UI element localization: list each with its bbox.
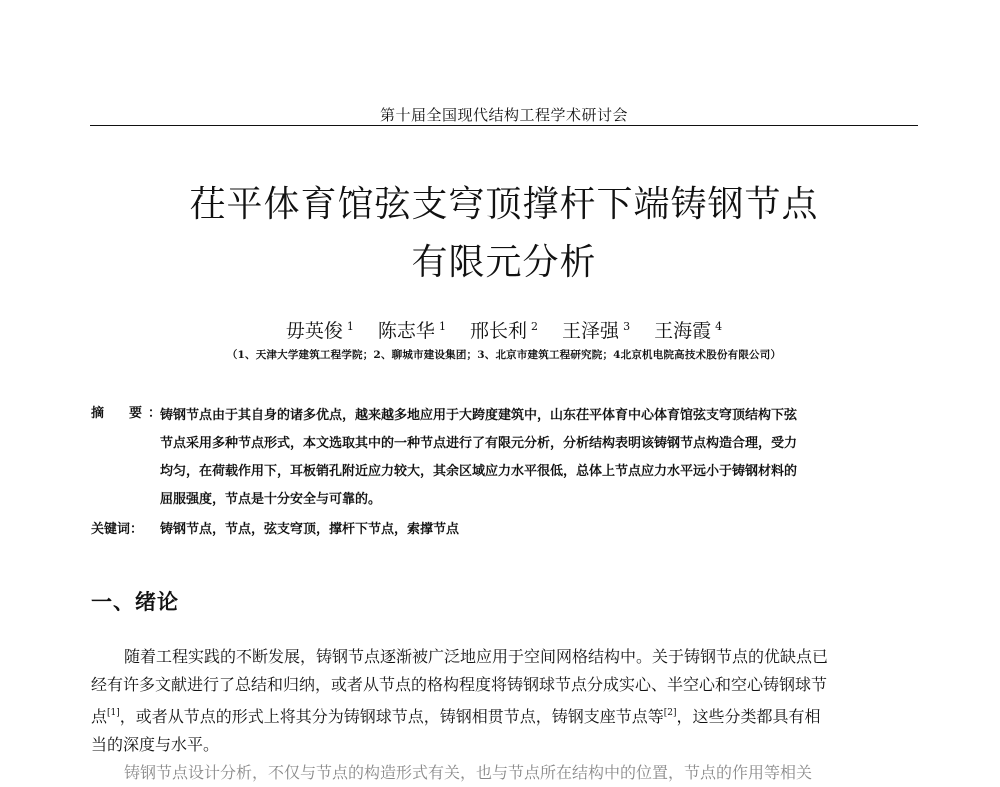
body-paragraph [91,643,917,787]
author-affiliation-mark: 2 [531,320,538,333]
abstract-label: 摘 要： [91,406,168,421]
author-affiliation-mark: 1 [438,320,446,333]
section-heading: 一、绪论 [91,590,179,614]
body-line: 当的深度与水平。 [91,735,220,754]
body-line: 点[1]，或者从节点的形式上将其分为铸钢球节点，铸钢相贯节点，铸钢支座节点等[2]，这些分类都具有相 [91,707,821,726]
paper-title [90,176,918,292]
author-affiliation-mark: 3 [623,320,631,333]
title-line-1: 茌平体育馆弦支穹顶撑杆下端铸钢节点 [189,184,819,225]
abstract-line: 屈服强度，节点是十分安全与可靠的。 [160,492,382,507]
body-line: 经有许多文献进行了总结和归纳，或者从节点的格构程度将铸钢球节点分成实心、半空心和空心铸钢球节 [91,675,828,694]
author-affiliation-mark: 4 [715,320,723,333]
citation-ref: [2] [663,708,677,718]
abstract-body [160,402,916,514]
body-line-partial: 铸钢节点设计分析，不仅与节点的构造形式有关，也与节点所在结构中的位置，节点的作用等相关 [124,763,813,782]
author: 邢长利 $^2$ [469,320,538,342]
running-header: 第十届全国现代结构工程学术研讨会 [379,106,628,124]
body-line: 随着工程实践的不断发展，铸钢节点逐渐被广泛地应用于空间网格结构中。关于铸钢节点的优缺点已 [124,647,829,666]
citation-ref: [1] [107,708,120,718]
title-line-2: 有限元分析 [411,242,597,283]
keywords-body: 铸钢节点，节点，弦支穹顶，撑杆下节点，索撑节点 [160,522,460,537]
abstract-line: 节点采用多种节点形式，本文选取其中的一种节点进行了有限元分析，分析结构表明该铸钢节点构造合理，受力 [160,436,798,451]
affiliations: （1、天津大学建筑工程学院；2、聊城市建设集团；3、北京市建筑工程研究院；4北京机电院高技术股份有限公司） [226,349,782,361]
abstract-line: 铸钢节点由于其自身的诸多优点，越来越多地应用于大跨度建筑中，山东茌平体育中心体育馆弦支穹顶结构下弦 [160,408,798,423]
keywords-label: 关键词： [91,522,144,537]
author: 陈志华 $^1$ [377,320,446,342]
author-affiliation-mark: 1 [346,320,354,333]
author: 王海霞 $^4$ [654,320,723,342]
abstract-line: 均匀，在荷载作用下，耳板销孔附近应力较大，其余区域应力水平很低，总体上节点应力水平远小于铸钢材料的 [160,464,798,479]
author: 王泽强 $^3$ [562,320,631,342]
author-list [90,316,918,343]
author: 毋英俊 $^1$ [285,320,354,342]
header-rule [90,125,918,126]
